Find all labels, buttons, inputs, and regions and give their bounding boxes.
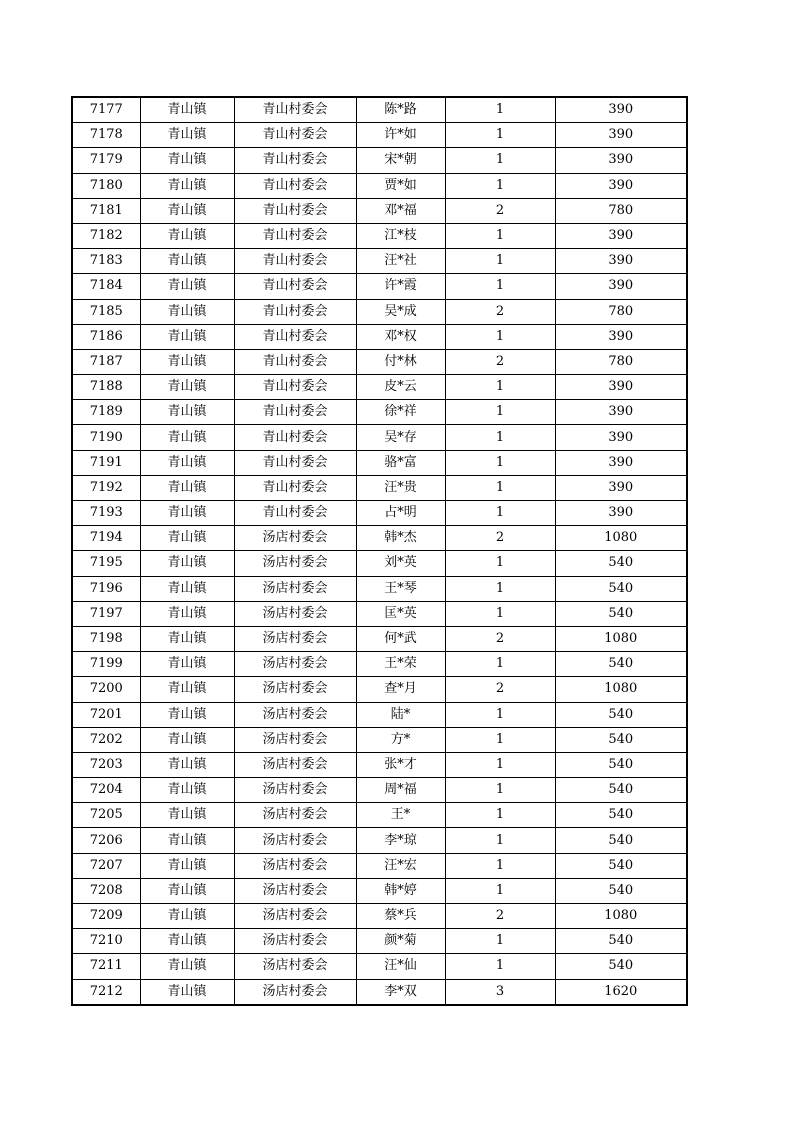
cell-id: 7179 bbox=[72, 148, 140, 173]
cell-count: 2 bbox=[445, 299, 555, 324]
cell-name: 匡*英 bbox=[356, 601, 445, 626]
cell-id: 7201 bbox=[72, 702, 140, 727]
cell-id: 7177 bbox=[72, 97, 140, 123]
cell-town: 青山镇 bbox=[140, 702, 234, 727]
cell-town: 青山镇 bbox=[140, 249, 234, 274]
cell-name: 吴*存 bbox=[356, 425, 445, 450]
cell-amount: 390 bbox=[555, 400, 687, 425]
cell-count: 1 bbox=[445, 778, 555, 803]
cell-count: 1 bbox=[445, 702, 555, 727]
cell-name: 何*武 bbox=[356, 626, 445, 651]
cell-id: 7181 bbox=[72, 198, 140, 223]
cell-amount: 780 bbox=[555, 349, 687, 374]
cell-count: 1 bbox=[445, 400, 555, 425]
cell-town: 青山镇 bbox=[140, 979, 234, 1005]
cell-amount: 390 bbox=[555, 148, 687, 173]
cell-village: 汤店村委会 bbox=[234, 803, 356, 828]
cell-amount: 390 bbox=[555, 97, 687, 123]
cell-name: 骆*富 bbox=[356, 450, 445, 475]
cell-count: 1 bbox=[445, 249, 555, 274]
cell-name: 颜*菊 bbox=[356, 929, 445, 954]
cell-village: 汤店村委会 bbox=[234, 752, 356, 777]
cell-id: 7188 bbox=[72, 375, 140, 400]
cell-amount: 390 bbox=[555, 274, 687, 299]
table-row bbox=[72, 551, 687, 576]
cell-village: 青山村委会 bbox=[234, 274, 356, 299]
cell-count: 1 bbox=[445, 223, 555, 248]
cell-count: 1 bbox=[445, 853, 555, 878]
cell-village: 汤店村委会 bbox=[234, 954, 356, 979]
table-row bbox=[72, 501, 687, 526]
cell-town: 青山镇 bbox=[140, 778, 234, 803]
cell-amount: 540 bbox=[555, 576, 687, 601]
cell-name: 付*林 bbox=[356, 349, 445, 374]
cell-count: 3 bbox=[445, 979, 555, 1005]
cell-town: 青山镇 bbox=[140, 173, 234, 198]
cell-amount: 540 bbox=[555, 778, 687, 803]
cell-amount: 540 bbox=[555, 727, 687, 752]
cell-name: 王*琴 bbox=[356, 576, 445, 601]
cell-amount: 540 bbox=[555, 954, 687, 979]
cell-name: 汪*贵 bbox=[356, 475, 445, 500]
cell-village: 青山村委会 bbox=[234, 97, 356, 123]
cell-amount: 780 bbox=[555, 198, 687, 223]
cell-town: 青山镇 bbox=[140, 677, 234, 702]
table-row bbox=[72, 324, 687, 349]
cell-count: 1 bbox=[445, 148, 555, 173]
cell-village: 青山村委会 bbox=[234, 375, 356, 400]
table-row bbox=[72, 299, 687, 324]
cell-id: 7189 bbox=[72, 400, 140, 425]
cell-count: 1 bbox=[445, 475, 555, 500]
cell-id: 7202 bbox=[72, 727, 140, 752]
cell-id: 7197 bbox=[72, 601, 140, 626]
cell-count: 1 bbox=[445, 878, 555, 903]
cell-id: 7209 bbox=[72, 904, 140, 929]
cell-id: 7187 bbox=[72, 349, 140, 374]
cell-count: 1 bbox=[445, 727, 555, 752]
cell-name: 张*才 bbox=[356, 752, 445, 777]
cell-amount: 390 bbox=[555, 425, 687, 450]
cell-count: 1 bbox=[445, 97, 555, 123]
cell-name: 李*琼 bbox=[356, 828, 445, 853]
cell-name: 邓*权 bbox=[356, 324, 445, 349]
cell-amount: 390 bbox=[555, 450, 687, 475]
cell-count: 1 bbox=[445, 501, 555, 526]
table-row bbox=[72, 778, 687, 803]
cell-name: 吴*成 bbox=[356, 299, 445, 324]
cell-town: 青山镇 bbox=[140, 425, 234, 450]
table-row bbox=[72, 450, 687, 475]
cell-id: 7194 bbox=[72, 526, 140, 551]
cell-amount: 1080 bbox=[555, 904, 687, 929]
cell-count: 2 bbox=[445, 198, 555, 223]
cell-town: 青山镇 bbox=[140, 601, 234, 626]
cell-village: 青山村委会 bbox=[234, 400, 356, 425]
cell-town: 青山镇 bbox=[140, 450, 234, 475]
cell-count: 2 bbox=[445, 526, 555, 551]
cell-id: 7200 bbox=[72, 677, 140, 702]
cell-village: 青山村委会 bbox=[234, 198, 356, 223]
cell-name: 蔡*兵 bbox=[356, 904, 445, 929]
cell-village: 汤店村委会 bbox=[234, 778, 356, 803]
cell-village: 汤店村委会 bbox=[234, 677, 356, 702]
cell-count: 1 bbox=[445, 375, 555, 400]
cell-count: 1 bbox=[445, 123, 555, 148]
cell-village: 青山村委会 bbox=[234, 249, 356, 274]
cell-count: 2 bbox=[445, 349, 555, 374]
cell-id: 7203 bbox=[72, 752, 140, 777]
cell-village: 汤店村委会 bbox=[234, 551, 356, 576]
table-row bbox=[72, 173, 687, 198]
cell-name: 陈*路 bbox=[356, 97, 445, 123]
table-row bbox=[72, 878, 687, 903]
cell-name: 汪*宏 bbox=[356, 853, 445, 878]
table-row bbox=[72, 223, 687, 248]
cell-count: 1 bbox=[445, 425, 555, 450]
cell-id: 7192 bbox=[72, 475, 140, 500]
cell-village: 青山村委会 bbox=[234, 475, 356, 500]
cell-village: 汤店村委会 bbox=[234, 979, 356, 1005]
cell-id: 7196 bbox=[72, 576, 140, 601]
cell-id: 7183 bbox=[72, 249, 140, 274]
cell-town: 青山镇 bbox=[140, 828, 234, 853]
cell-id: 7190 bbox=[72, 425, 140, 450]
cell-name: 查*月 bbox=[356, 677, 445, 702]
cell-count: 1 bbox=[445, 324, 555, 349]
cell-id: 7207 bbox=[72, 853, 140, 878]
cell-village: 汤店村委会 bbox=[234, 878, 356, 903]
cell-town: 青山镇 bbox=[140, 526, 234, 551]
cell-amount: 390 bbox=[555, 223, 687, 248]
cell-name: 方* bbox=[356, 727, 445, 752]
table-row bbox=[72, 803, 687, 828]
cell-name: 汪*社 bbox=[356, 249, 445, 274]
cell-id: 7210 bbox=[72, 929, 140, 954]
cell-town: 青山镇 bbox=[140, 551, 234, 576]
table-row bbox=[72, 853, 687, 878]
table-row bbox=[72, 929, 687, 954]
cell-name: 韩*婷 bbox=[356, 878, 445, 903]
cell-id: 7208 bbox=[72, 878, 140, 903]
cell-town: 青山镇 bbox=[140, 727, 234, 752]
cell-id: 7180 bbox=[72, 173, 140, 198]
cell-name: 贾*如 bbox=[356, 173, 445, 198]
cell-count: 2 bbox=[445, 626, 555, 651]
table-row bbox=[72, 400, 687, 425]
cell-town: 青山镇 bbox=[140, 652, 234, 677]
cell-id: 7185 bbox=[72, 299, 140, 324]
cell-town: 青山镇 bbox=[140, 123, 234, 148]
cell-id: 7193 bbox=[72, 501, 140, 526]
cell-village: 青山村委会 bbox=[234, 173, 356, 198]
table-row bbox=[72, 97, 687, 123]
cell-id: 7178 bbox=[72, 123, 140, 148]
cell-amount: 390 bbox=[555, 249, 687, 274]
cell-name: 刘*英 bbox=[356, 551, 445, 576]
cell-amount: 540 bbox=[555, 601, 687, 626]
cell-name: 宋*朝 bbox=[356, 148, 445, 173]
cell-count: 1 bbox=[445, 652, 555, 677]
cell-count: 1 bbox=[445, 274, 555, 299]
cell-village: 青山村委会 bbox=[234, 501, 356, 526]
table-row bbox=[72, 249, 687, 274]
cell-name: 周*福 bbox=[356, 778, 445, 803]
table-row bbox=[72, 198, 687, 223]
cell-village: 汤店村委会 bbox=[234, 727, 356, 752]
table-row bbox=[72, 274, 687, 299]
cell-count: 1 bbox=[445, 929, 555, 954]
cell-amount: 390 bbox=[555, 324, 687, 349]
table-row bbox=[72, 979, 687, 1005]
cell-town: 青山镇 bbox=[140, 904, 234, 929]
cell-village: 汤店村委会 bbox=[234, 828, 356, 853]
cell-town: 青山镇 bbox=[140, 400, 234, 425]
table-row bbox=[72, 526, 687, 551]
cell-id: 7212 bbox=[72, 979, 140, 1005]
cell-id: 7184 bbox=[72, 274, 140, 299]
cell-amount: 540 bbox=[555, 752, 687, 777]
cell-amount: 390 bbox=[555, 501, 687, 526]
cell-town: 青山镇 bbox=[140, 803, 234, 828]
cell-name: 李*双 bbox=[356, 979, 445, 1005]
cell-amount: 540 bbox=[555, 878, 687, 903]
cell-amount: 780 bbox=[555, 299, 687, 324]
table-row bbox=[72, 123, 687, 148]
cell-amount: 540 bbox=[555, 551, 687, 576]
cell-town: 青山镇 bbox=[140, 475, 234, 500]
cell-village: 汤店村委会 bbox=[234, 652, 356, 677]
table-row bbox=[72, 954, 687, 979]
cell-name: 汪*仙 bbox=[356, 954, 445, 979]
cell-id: 7206 bbox=[72, 828, 140, 853]
table-row bbox=[72, 148, 687, 173]
cell-id: 7205 bbox=[72, 803, 140, 828]
cell-village: 青山村委会 bbox=[234, 425, 356, 450]
cell-amount: 1080 bbox=[555, 626, 687, 651]
table-row bbox=[72, 752, 687, 777]
cell-village: 汤店村委会 bbox=[234, 904, 356, 929]
cell-name: 皮*云 bbox=[356, 375, 445, 400]
table-row bbox=[72, 828, 687, 853]
cell-amount: 390 bbox=[555, 123, 687, 148]
cell-amount: 1080 bbox=[555, 526, 687, 551]
cell-id: 7191 bbox=[72, 450, 140, 475]
cell-village: 汤店村委会 bbox=[234, 526, 356, 551]
cell-village: 青山村委会 bbox=[234, 223, 356, 248]
cell-amount: 540 bbox=[555, 702, 687, 727]
cell-village: 汤店村委会 bbox=[234, 702, 356, 727]
cell-count: 1 bbox=[445, 450, 555, 475]
cell-count: 1 bbox=[445, 954, 555, 979]
cell-name: 许*如 bbox=[356, 123, 445, 148]
cell-count: 1 bbox=[445, 551, 555, 576]
table-row bbox=[72, 727, 687, 752]
cell-village: 汤店村委会 bbox=[234, 853, 356, 878]
cell-amount: 390 bbox=[555, 173, 687, 198]
cell-count: 1 bbox=[445, 828, 555, 853]
cell-amount: 1080 bbox=[555, 677, 687, 702]
cell-amount: 540 bbox=[555, 803, 687, 828]
cell-id: 7186 bbox=[72, 324, 140, 349]
cell-name: 韩*杰 bbox=[356, 526, 445, 551]
cell-village: 青山村委会 bbox=[234, 299, 356, 324]
cell-town: 青山镇 bbox=[140, 148, 234, 173]
table-body bbox=[72, 97, 687, 1005]
cell-id: 7182 bbox=[72, 223, 140, 248]
table-row bbox=[72, 904, 687, 929]
cell-id: 7204 bbox=[72, 778, 140, 803]
cell-town: 青山镇 bbox=[140, 223, 234, 248]
table-row bbox=[72, 375, 687, 400]
cell-id: 7199 bbox=[72, 652, 140, 677]
cell-id: 7195 bbox=[72, 551, 140, 576]
cell-town: 青山镇 bbox=[140, 853, 234, 878]
table-row bbox=[72, 576, 687, 601]
cell-amount: 1620 bbox=[555, 979, 687, 1005]
cell-village: 青山村委会 bbox=[234, 324, 356, 349]
cell-town: 青山镇 bbox=[140, 501, 234, 526]
cell-name: 占*明 bbox=[356, 501, 445, 526]
data-table bbox=[71, 96, 688, 1006]
cell-town: 青山镇 bbox=[140, 576, 234, 601]
cell-village: 青山村委会 bbox=[234, 123, 356, 148]
cell-town: 青山镇 bbox=[140, 198, 234, 223]
table-row bbox=[72, 652, 687, 677]
cell-count: 2 bbox=[445, 677, 555, 702]
cell-village: 青山村委会 bbox=[234, 349, 356, 374]
cell-town: 青山镇 bbox=[140, 375, 234, 400]
cell-town: 青山镇 bbox=[140, 626, 234, 651]
cell-village: 汤店村委会 bbox=[234, 576, 356, 601]
table-row bbox=[72, 475, 687, 500]
cell-village: 汤店村委会 bbox=[234, 601, 356, 626]
cell-name: 徐*祥 bbox=[356, 400, 445, 425]
cell-name: 王*荣 bbox=[356, 652, 445, 677]
cell-town: 青山镇 bbox=[140, 97, 234, 123]
cell-village: 青山村委会 bbox=[234, 450, 356, 475]
cell-count: 1 bbox=[445, 803, 555, 828]
cell-town: 青山镇 bbox=[140, 324, 234, 349]
table-row bbox=[72, 425, 687, 450]
cell-village: 青山村委会 bbox=[234, 148, 356, 173]
cell-amount: 540 bbox=[555, 929, 687, 954]
cell-amount: 540 bbox=[555, 652, 687, 677]
cell-amount: 390 bbox=[555, 375, 687, 400]
cell-town: 青山镇 bbox=[140, 274, 234, 299]
cell-village: 汤店村委会 bbox=[234, 626, 356, 651]
cell-amount: 390 bbox=[555, 475, 687, 500]
cell-amount: 540 bbox=[555, 828, 687, 853]
cell-town: 青山镇 bbox=[140, 752, 234, 777]
cell-village: 汤店村委会 bbox=[234, 929, 356, 954]
cell-count: 2 bbox=[445, 904, 555, 929]
cell-town: 青山镇 bbox=[140, 954, 234, 979]
cell-name: 王* bbox=[356, 803, 445, 828]
cell-town: 青山镇 bbox=[140, 929, 234, 954]
cell-count: 1 bbox=[445, 173, 555, 198]
cell-town: 青山镇 bbox=[140, 349, 234, 374]
cell-id: 7198 bbox=[72, 626, 140, 651]
cell-town: 青山镇 bbox=[140, 878, 234, 903]
table-row bbox=[72, 677, 687, 702]
cell-amount: 540 bbox=[555, 853, 687, 878]
cell-count: 1 bbox=[445, 601, 555, 626]
cell-town: 青山镇 bbox=[140, 299, 234, 324]
cell-name: 邓*福 bbox=[356, 198, 445, 223]
table-row bbox=[72, 626, 687, 651]
cell-count: 1 bbox=[445, 576, 555, 601]
table-row bbox=[72, 702, 687, 727]
cell-count: 1 bbox=[445, 752, 555, 777]
cell-name: 陆* bbox=[356, 702, 445, 727]
table-row bbox=[72, 349, 687, 374]
table-row bbox=[72, 601, 687, 626]
cell-name: 许*霞 bbox=[356, 274, 445, 299]
cell-name: 江*枝 bbox=[356, 223, 445, 248]
cell-id: 7211 bbox=[72, 954, 140, 979]
